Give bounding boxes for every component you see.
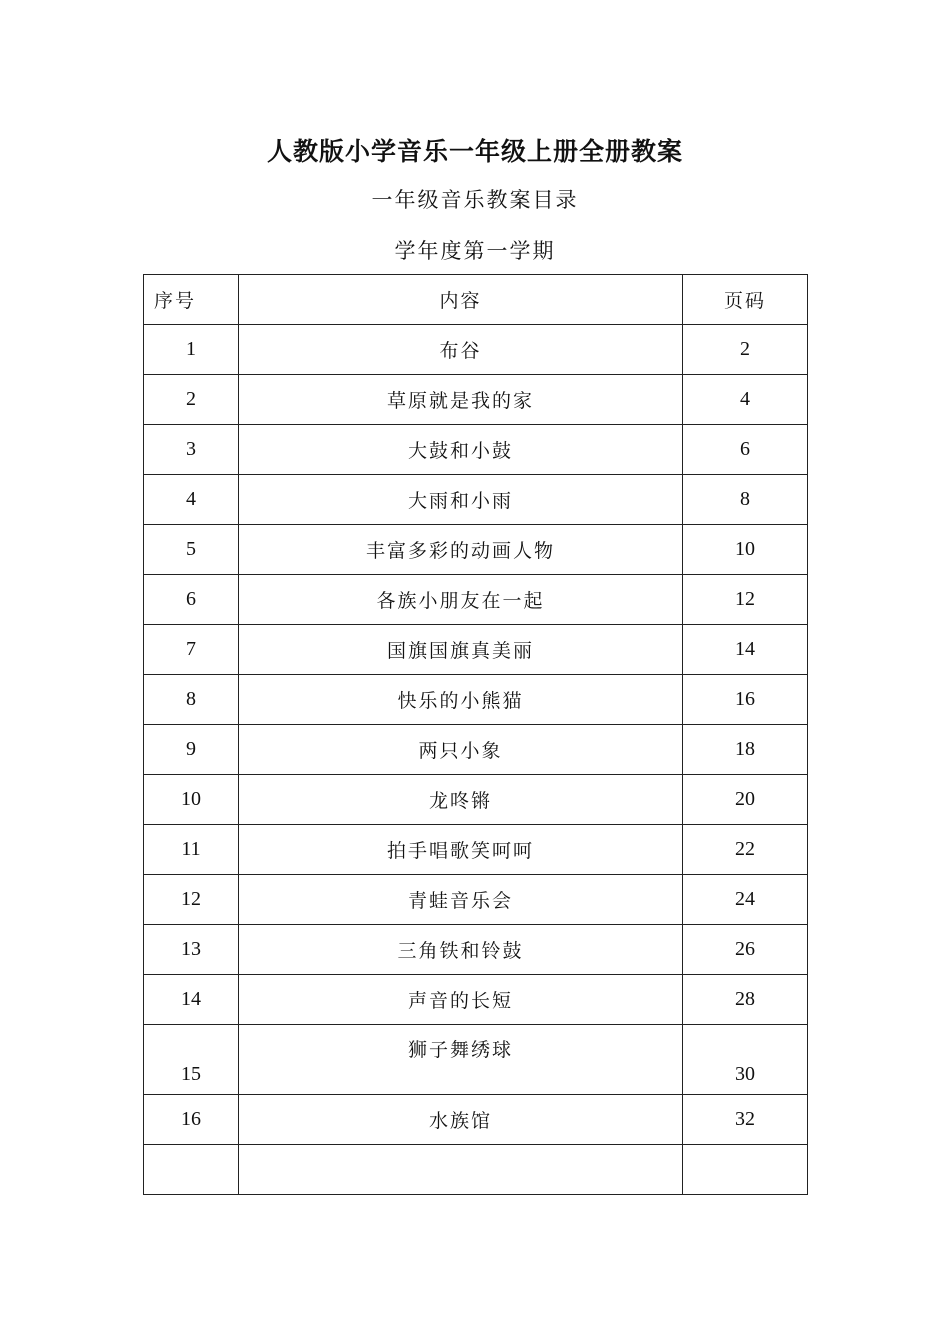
table-row <box>144 875 808 925</box>
header-content: 内容 <box>239 275 683 325</box>
row-page: 12 <box>683 575 808 625</box>
table-row <box>144 775 808 825</box>
row-number: 6 <box>144 575 239 625</box>
row-number: 14 <box>144 975 239 1025</box>
row-page: 6 <box>683 425 808 475</box>
row-title: 大雨和小雨 <box>239 475 683 525</box>
row-number: 15 <box>144 1025 239 1095</box>
row-title: 拍手唱歌笑呵呵 <box>239 825 683 875</box>
row-title: 布谷 <box>239 325 683 375</box>
row-page: 32 <box>683 1095 808 1145</box>
row-title: 三角铁和铃鼓 <box>239 925 683 975</box>
row-number <box>144 1145 239 1195</box>
row-number: 7 <box>144 625 239 675</box>
row-title: 大鼓和小鼓 <box>239 425 683 475</box>
table-row <box>144 675 808 725</box>
row-title: 两只小象 <box>239 725 683 775</box>
row-page: 30 <box>683 1025 808 1095</box>
table-row <box>144 325 808 375</box>
row-page: 20 <box>683 775 808 825</box>
table-row <box>144 625 808 675</box>
table-row <box>144 425 808 475</box>
row-title: 国旗国旗真美丽 <box>239 625 683 675</box>
row-number: 3 <box>144 425 239 475</box>
table-row <box>144 975 808 1025</box>
table-row <box>144 1095 808 1145</box>
table-row <box>144 1025 808 1095</box>
row-title: 丰富多彩的动画人物 <box>239 525 683 575</box>
row-page: 8 <box>683 475 808 525</box>
row-title: 青蛙音乐会 <box>239 875 683 925</box>
row-page: 22 <box>683 825 808 875</box>
row-page: 10 <box>683 525 808 575</box>
toc-subtitle: 一年级音乐教案目录 <box>371 188 579 212</box>
row-page <box>683 1145 808 1195</box>
row-number: 4 <box>144 475 239 525</box>
table-row <box>144 725 808 775</box>
row-title: 水族馆 <box>239 1095 683 1145</box>
row-number: 12 <box>144 875 239 925</box>
row-number: 10 <box>144 775 239 825</box>
row-title: 快乐的小熊猫 <box>239 675 683 725</box>
page-title: 人教版小学音乐一年级上册全册教案 <box>266 137 683 166</box>
row-number: 1 <box>144 325 239 375</box>
row-number: 5 <box>144 525 239 575</box>
row-page: 4 <box>683 375 808 425</box>
table-row <box>144 475 808 525</box>
table-row-empty <box>144 1145 808 1195</box>
row-page: 14 <box>683 625 808 675</box>
table-header-row <box>144 275 808 325</box>
header-page: 页码 <box>683 275 808 325</box>
row-title: 各族小朋友在一起 <box>239 575 683 625</box>
row-page: 16 <box>683 675 808 725</box>
row-title: 狮子舞绣球 <box>239 1025 683 1095</box>
table-row <box>144 825 808 875</box>
table-row <box>144 925 808 975</box>
table-row <box>144 375 808 425</box>
row-page: 18 <box>683 725 808 775</box>
row-number: 16 <box>144 1095 239 1145</box>
row-number: 9 <box>144 725 239 775</box>
table-row <box>144 575 808 625</box>
term-label: 学年度第一学期 <box>394 239 556 263</box>
row-title <box>239 1145 683 1195</box>
row-number: 13 <box>144 925 239 975</box>
row-page: 24 <box>683 875 808 925</box>
row-page: 2 <box>683 325 808 375</box>
row-number: 8 <box>144 675 239 725</box>
row-page: 26 <box>683 925 808 975</box>
table-row <box>144 525 808 575</box>
row-number: 11 <box>144 825 239 875</box>
row-title: 草原就是我的家 <box>239 375 683 425</box>
row-number: 2 <box>144 375 239 425</box>
row-page: 28 <box>683 975 808 1025</box>
row-title: 声音的长短 <box>239 975 683 1025</box>
header-number: 序号 <box>144 275 239 325</box>
toc-table <box>143 274 808 1195</box>
row-title: 龙咚锵 <box>239 775 683 825</box>
